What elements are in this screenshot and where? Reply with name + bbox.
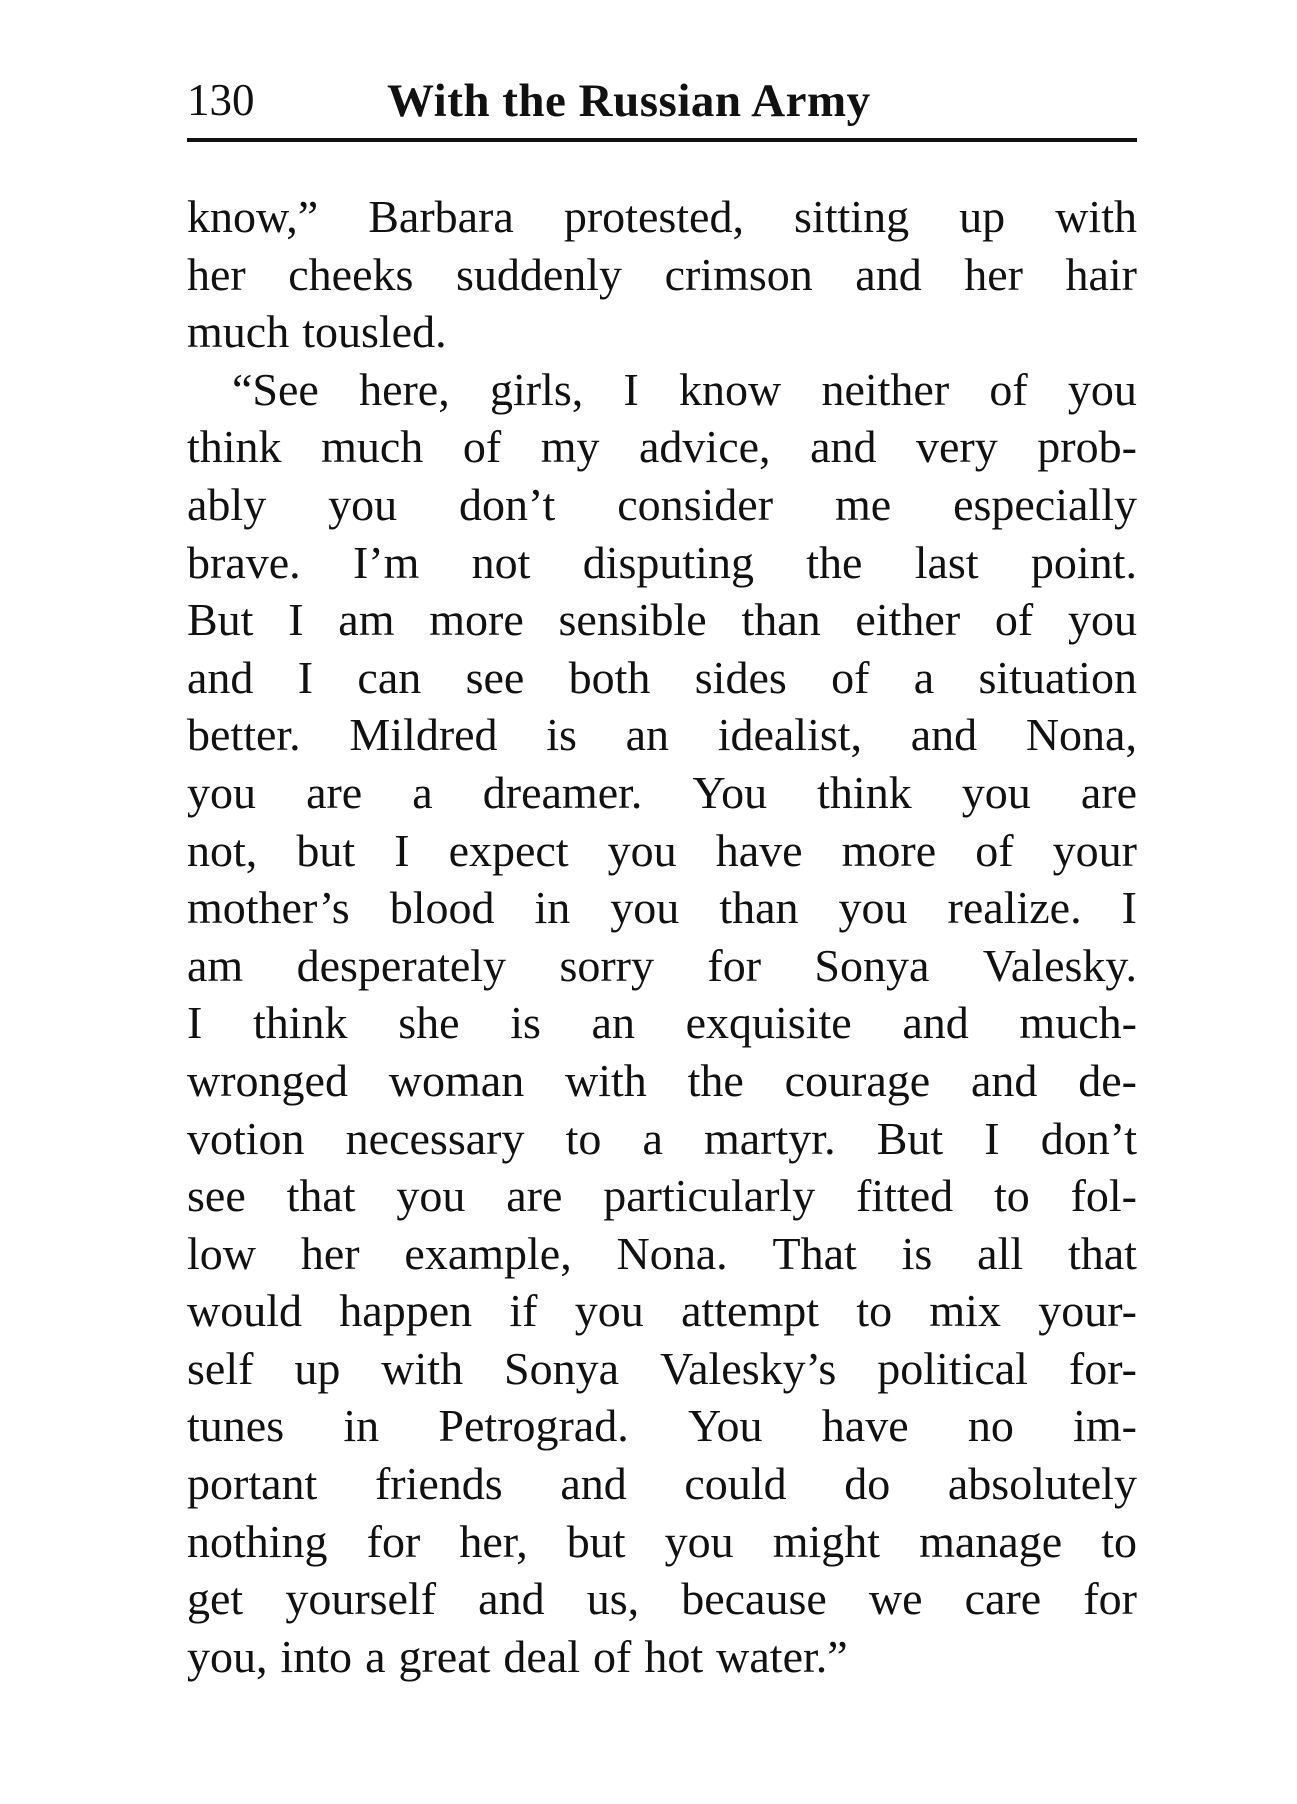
word: know xyxy=(678,363,782,415)
word: see xyxy=(187,1170,246,1222)
word: you xyxy=(187,766,256,818)
word: have xyxy=(821,1400,909,1452)
text-line xyxy=(187,937,1137,995)
word: example, xyxy=(404,1227,572,1279)
word: to xyxy=(993,1170,1030,1222)
word: her, xyxy=(459,1515,528,1567)
word: to xyxy=(1101,1515,1137,1567)
word: That xyxy=(772,1227,857,1279)
word: than xyxy=(741,594,821,646)
word: if xyxy=(509,1285,538,1337)
word: don’t xyxy=(1040,1112,1137,1164)
word: nothing xyxy=(187,1515,328,1567)
word: to xyxy=(565,1112,602,1164)
word: absolutely xyxy=(947,1458,1137,1510)
word: happen xyxy=(339,1285,473,1337)
word: is xyxy=(546,709,577,761)
word: much- xyxy=(1019,997,1137,1049)
word: for xyxy=(366,1515,421,1567)
word: than xyxy=(719,882,799,934)
text-line xyxy=(187,1110,1137,1168)
word: me xyxy=(834,478,892,530)
word: wronged xyxy=(187,1054,348,1106)
word: and xyxy=(910,709,978,761)
word: the xyxy=(806,536,863,588)
word: Valesky. xyxy=(982,939,1137,991)
header-rule xyxy=(187,138,1137,142)
word: last xyxy=(914,536,979,588)
word: am xyxy=(338,594,395,646)
word: fol- xyxy=(1070,1170,1137,1222)
word: would xyxy=(187,1285,302,1337)
word: consider xyxy=(617,478,774,530)
word: not, xyxy=(187,824,258,876)
word: is xyxy=(510,997,541,1049)
word: both xyxy=(568,651,651,703)
text-line xyxy=(187,188,1137,246)
word: situation xyxy=(978,651,1137,703)
word: get xyxy=(187,1573,244,1625)
word: don’t xyxy=(459,478,556,530)
word: are xyxy=(1080,766,1137,818)
word: you xyxy=(574,1285,644,1337)
word: better. xyxy=(187,709,301,761)
text-line xyxy=(187,1167,1137,1225)
word: cheeks xyxy=(288,248,414,300)
word: of xyxy=(975,824,1014,876)
word: care xyxy=(964,1573,1042,1625)
word: in xyxy=(343,1400,380,1452)
word: that xyxy=(286,1170,356,1222)
word: votion xyxy=(187,1112,305,1164)
word: you xyxy=(838,882,908,934)
word: in xyxy=(534,882,571,934)
text-line xyxy=(187,534,1137,592)
word: Petrograd. xyxy=(438,1400,629,1452)
word: manage xyxy=(919,1515,1063,1567)
word: political xyxy=(877,1342,1028,1394)
word: sitting xyxy=(794,191,910,242)
word: might xyxy=(772,1515,881,1567)
word: But xyxy=(876,1112,944,1164)
word: idealist, xyxy=(717,709,863,761)
word: sides xyxy=(694,651,787,703)
word: a xyxy=(365,1630,386,1682)
word: de- xyxy=(1078,1054,1137,1106)
word: protested, xyxy=(563,191,744,242)
word: can xyxy=(357,651,422,703)
word: martyr. xyxy=(704,1112,836,1164)
word: You xyxy=(692,766,768,818)
word: think xyxy=(817,766,912,818)
word: much xyxy=(187,306,290,358)
word: could xyxy=(684,1458,787,1510)
word: an xyxy=(591,997,635,1049)
word: Sonya xyxy=(814,939,930,991)
word: crimson xyxy=(664,248,813,300)
text-line xyxy=(187,303,1137,361)
word: water.” xyxy=(716,1630,848,1682)
word: your xyxy=(1052,824,1137,876)
word: know,” xyxy=(187,191,319,242)
word: a xyxy=(913,651,935,703)
text-line xyxy=(187,1052,1137,1110)
word: but xyxy=(566,1515,626,1567)
word: have xyxy=(715,824,803,876)
text-line xyxy=(187,476,1137,534)
text-line xyxy=(187,1225,1137,1283)
word: more xyxy=(841,824,937,876)
text-line xyxy=(187,994,1137,1052)
word: her xyxy=(300,1227,360,1279)
word: Nona, xyxy=(1025,709,1137,761)
word: sensible xyxy=(558,594,707,646)
word: self xyxy=(187,1342,254,1394)
word: and xyxy=(560,1458,627,1510)
word: you xyxy=(664,1515,734,1567)
text-line xyxy=(187,361,1137,419)
word: are xyxy=(506,1170,563,1222)
word: with xyxy=(565,1054,647,1106)
word: fitted xyxy=(856,1170,954,1222)
running-title: With the Russian Army xyxy=(387,75,871,127)
word: you xyxy=(961,766,1031,818)
text-line xyxy=(187,879,1137,937)
word: hair xyxy=(1065,248,1137,300)
word: and xyxy=(971,1054,1038,1106)
word: a xyxy=(412,766,433,818)
word: very xyxy=(916,421,998,473)
word: us, xyxy=(586,1573,640,1625)
text-line xyxy=(187,706,1137,764)
word: with xyxy=(381,1342,464,1394)
text-line xyxy=(187,1570,1137,1628)
word: portant xyxy=(187,1458,318,1510)
word: necessary xyxy=(345,1112,525,1164)
word: mix xyxy=(929,1285,1001,1337)
word: But xyxy=(187,594,254,646)
text-line xyxy=(187,1340,1137,1398)
word: sorry xyxy=(559,939,654,991)
text-line xyxy=(187,418,1137,476)
word: expect xyxy=(448,824,569,876)
word: neither xyxy=(821,363,950,415)
word: suddenly xyxy=(455,248,623,300)
word: disputing xyxy=(582,536,754,588)
word: yourself xyxy=(285,1573,437,1625)
word: courage xyxy=(784,1054,931,1106)
word: of xyxy=(831,651,870,703)
word: up xyxy=(959,191,1006,242)
word: you xyxy=(328,478,398,530)
word: and xyxy=(855,248,922,300)
word: that xyxy=(1067,1227,1137,1279)
word: and xyxy=(187,651,254,703)
word: with xyxy=(1055,191,1137,242)
word: the xyxy=(687,1054,744,1106)
word: for- xyxy=(1068,1342,1137,1394)
word: advice, xyxy=(639,421,771,473)
word: but xyxy=(296,824,356,876)
word: of xyxy=(994,594,1034,646)
word: here, xyxy=(359,363,450,415)
word: ably xyxy=(187,478,267,530)
word: we xyxy=(868,1573,923,1625)
word: tousled. xyxy=(302,306,447,358)
word: your- xyxy=(1038,1285,1137,1337)
text-line xyxy=(187,1628,1137,1686)
word: do xyxy=(844,1458,891,1510)
word: an xyxy=(625,709,670,761)
word: she xyxy=(398,997,460,1049)
word: realize. xyxy=(947,882,1082,934)
text-line xyxy=(187,1455,1137,1513)
word: think xyxy=(252,997,348,1049)
word: because xyxy=(681,1573,827,1625)
word: mother’s xyxy=(187,882,350,934)
word: Barbara xyxy=(368,191,514,242)
word: I xyxy=(297,651,314,703)
text-line xyxy=(187,649,1137,707)
word: I xyxy=(623,363,639,415)
word: more xyxy=(429,594,524,646)
word: of xyxy=(462,421,502,473)
word: and xyxy=(478,1573,545,1625)
word: “See xyxy=(232,363,319,415)
word: for xyxy=(707,939,762,991)
word: and xyxy=(902,997,969,1049)
word: particularly xyxy=(603,1170,816,1222)
word: of xyxy=(989,363,1028,415)
word: hot xyxy=(644,1630,704,1682)
word: I xyxy=(288,594,304,646)
word: is xyxy=(901,1227,933,1279)
word: I xyxy=(394,824,410,876)
text-line xyxy=(187,822,1137,880)
word: brave. xyxy=(187,536,301,588)
body-text xyxy=(187,188,1137,1685)
word: Valesky’s xyxy=(659,1342,837,1394)
word: into xyxy=(280,1630,353,1682)
word: much xyxy=(321,421,424,473)
word: point. xyxy=(1030,536,1137,588)
word: a xyxy=(642,1112,663,1164)
word: to xyxy=(856,1285,893,1337)
word: Sonya xyxy=(504,1342,620,1394)
text-line xyxy=(187,1397,1137,1455)
word: think xyxy=(187,421,282,473)
text-line xyxy=(187,764,1137,822)
word: you xyxy=(1067,363,1137,415)
word: especially xyxy=(953,478,1137,530)
word: girls, xyxy=(489,363,584,415)
word: all xyxy=(977,1227,1024,1279)
running-head xyxy=(187,72,1137,142)
word: you xyxy=(396,1170,466,1222)
word: desperately xyxy=(296,939,507,991)
word: Nona. xyxy=(616,1227,728,1279)
word: not xyxy=(471,536,531,588)
word: I xyxy=(1121,882,1137,934)
word: blood xyxy=(389,882,495,934)
word: I xyxy=(984,1112,1000,1164)
word: you xyxy=(607,824,677,876)
word: am xyxy=(187,939,244,991)
word: im- xyxy=(1073,1400,1137,1452)
word: my xyxy=(540,421,600,473)
word: deal xyxy=(503,1630,581,1682)
word: see xyxy=(465,651,525,703)
word: tunes xyxy=(187,1400,285,1452)
word: You xyxy=(687,1400,763,1452)
word: prob- xyxy=(1037,421,1137,473)
word: I’m xyxy=(352,536,420,588)
word: and xyxy=(810,421,877,473)
word: her xyxy=(964,248,1023,300)
word: you xyxy=(610,882,680,934)
text-line xyxy=(187,1513,1137,1571)
word: I xyxy=(187,997,203,1049)
text-line xyxy=(187,1282,1137,1340)
word: you, xyxy=(187,1630,268,1682)
word: friends xyxy=(374,1458,503,1510)
word: no xyxy=(967,1400,1014,1452)
word: low xyxy=(187,1227,256,1279)
text-line xyxy=(187,591,1137,649)
word: up xyxy=(294,1342,341,1394)
word: for xyxy=(1083,1573,1137,1625)
word: either xyxy=(855,594,961,646)
word: are xyxy=(306,766,363,818)
word: attempt xyxy=(681,1285,820,1337)
word: exquisite xyxy=(685,997,852,1049)
word: of xyxy=(593,1630,632,1682)
word: woman xyxy=(388,1054,525,1106)
word: great xyxy=(398,1630,491,1682)
word: you xyxy=(1067,594,1137,646)
text-line xyxy=(187,246,1137,304)
word: Mildred xyxy=(349,709,498,761)
page-number: 130 xyxy=(187,75,255,125)
word: her xyxy=(187,248,246,300)
word: dreamer. xyxy=(482,766,643,818)
